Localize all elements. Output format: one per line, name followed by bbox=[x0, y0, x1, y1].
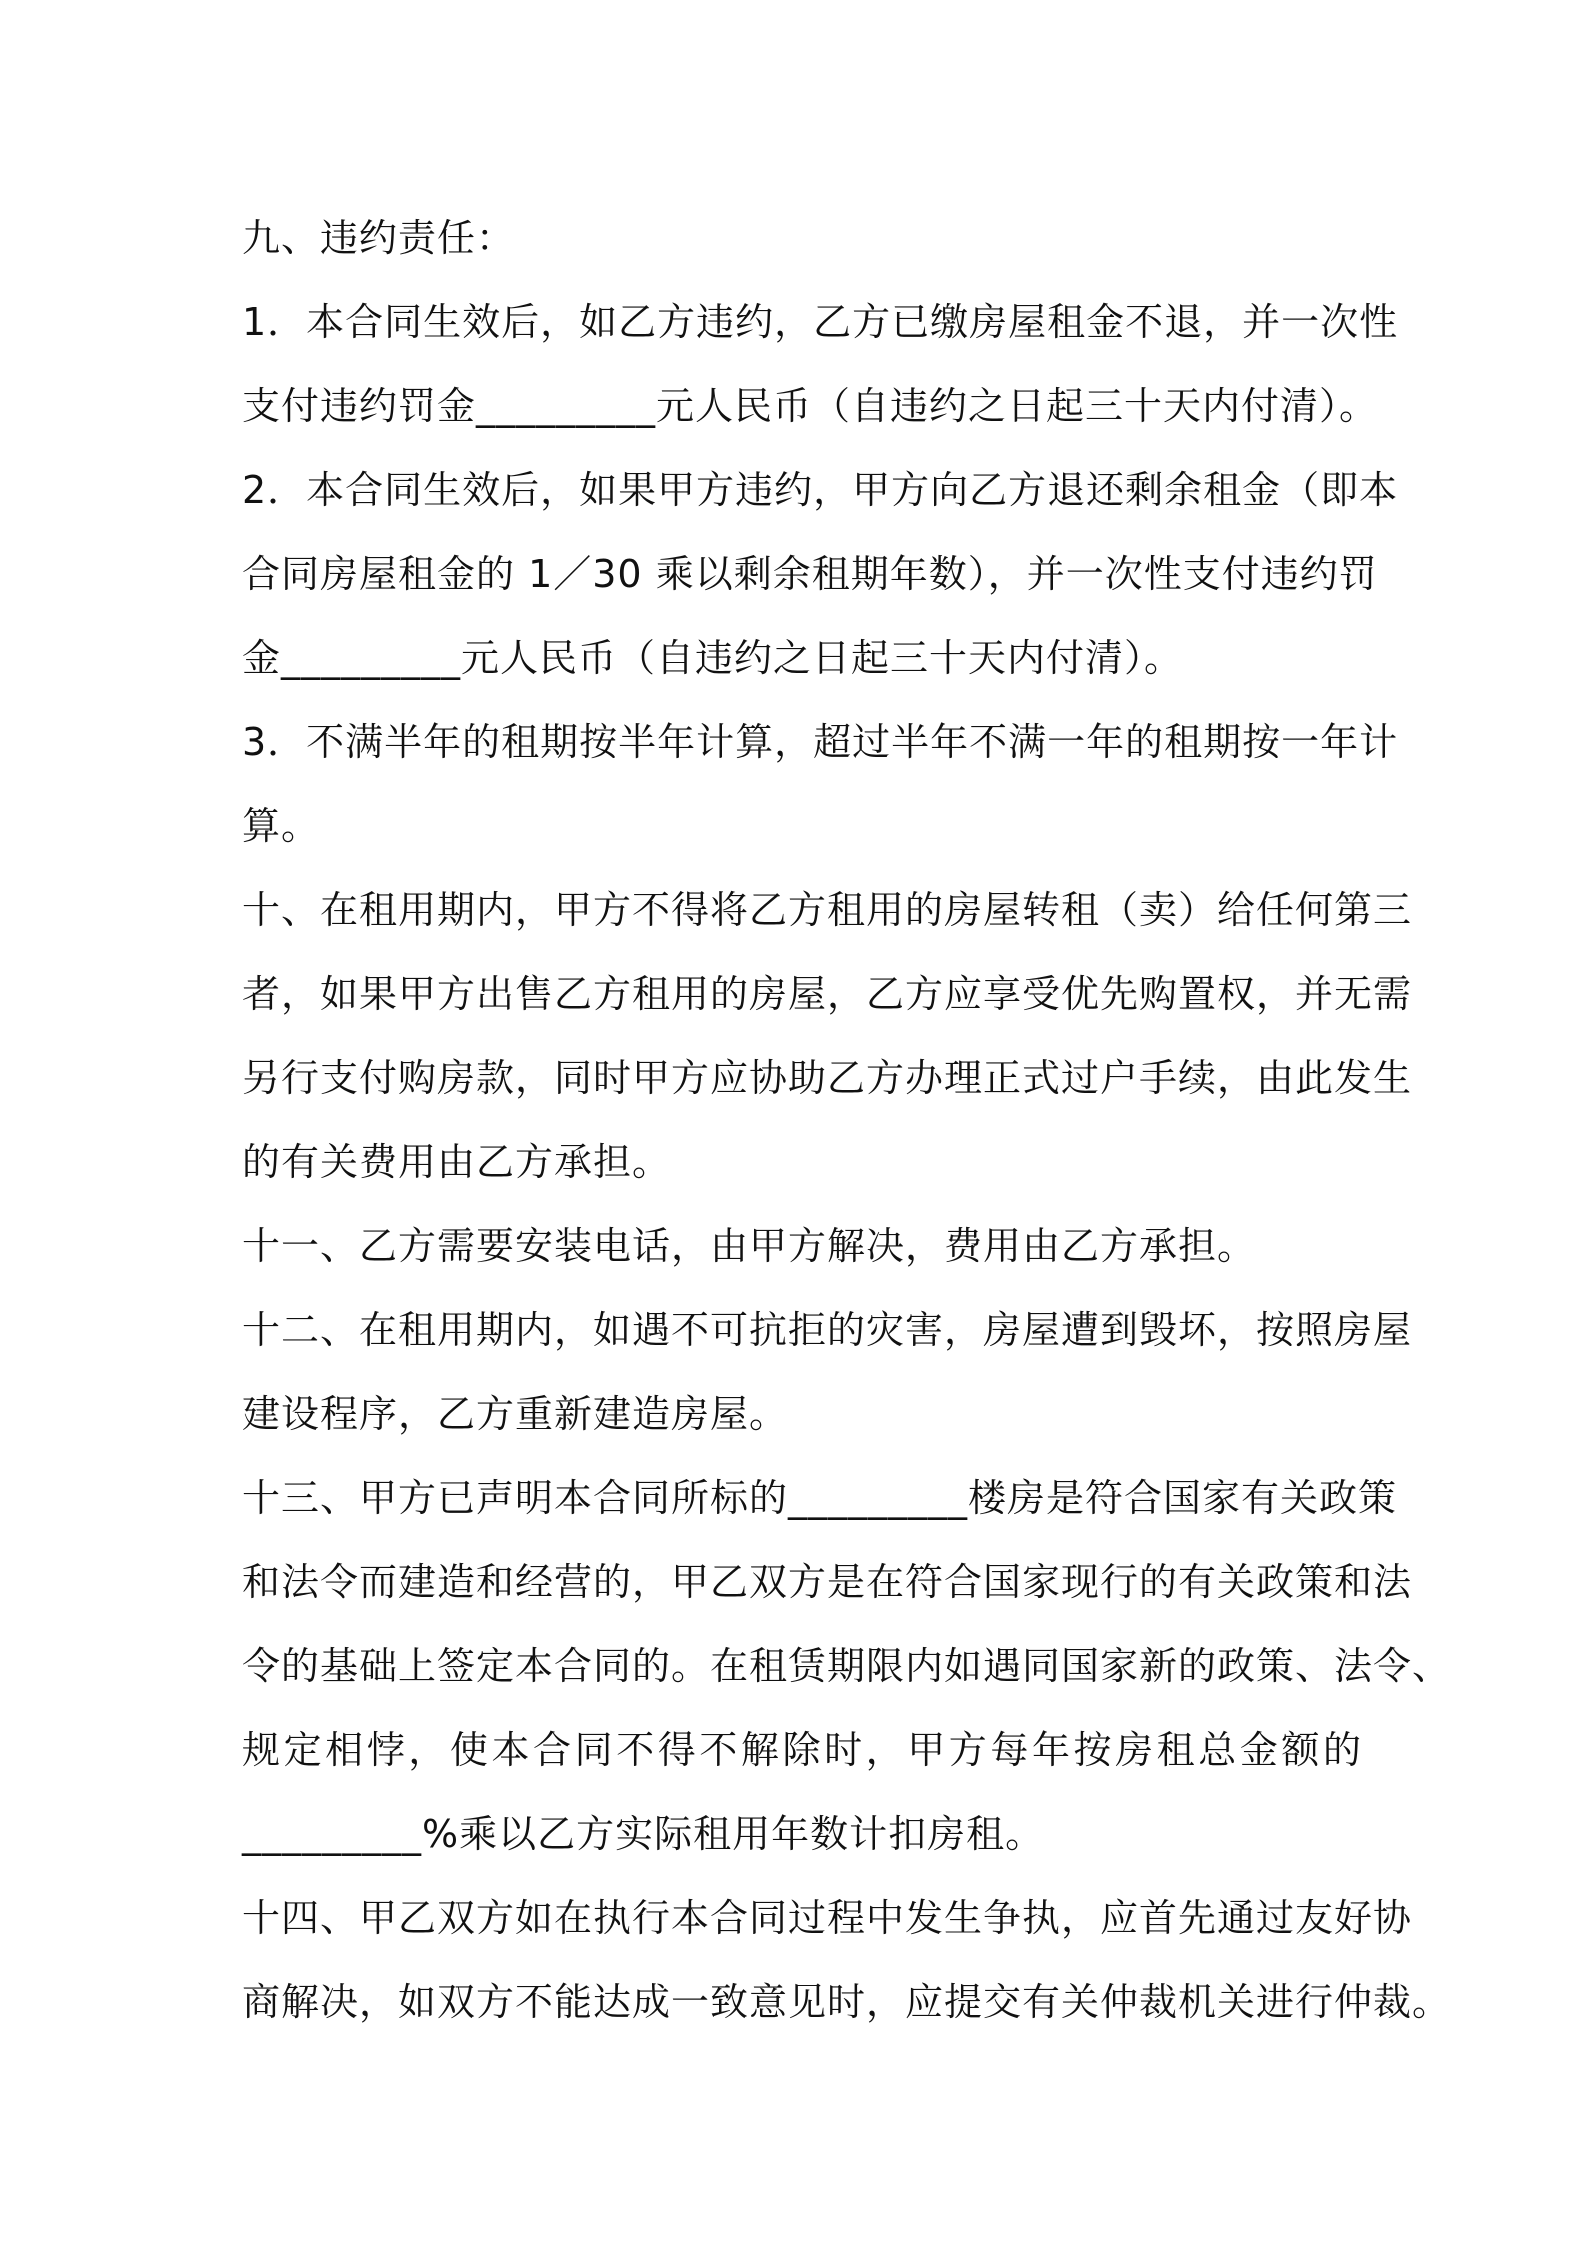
text-line: 1．本合同生效后，如乙方违约，乙方已缴房屋租金不退，并一次性 bbox=[242, 300, 1399, 344]
text-line: 十三、甲方已声明本合同所标的_________楼房是符合国家有关政策 bbox=[242, 1476, 1398, 1520]
text-line: 十二、在租用期内，如遇不可抗拒的灾害，房屋遭到毁坏，按照房屋 bbox=[242, 1308, 1413, 1352]
text-line: 规定相悖，使本合同不得不解除时，甲方每年按房租总金额的 bbox=[242, 1728, 1362, 1772]
text-line: 和法令而建造和经营的，甲乙双方是在符合国家现行的有关政策和法 bbox=[242, 1560, 1413, 1604]
text-line: 合同房屋租金的 1／30 乘以剩余租期年数），并一次性支付违约罚 bbox=[242, 552, 1378, 596]
text-line: 算。 bbox=[242, 804, 321, 848]
text-line: 十、在租用期内，甲方不得将乙方租用的房屋转租（卖）给任何第三 bbox=[242, 888, 1413, 932]
text-line: 金_________元人民币（自违约之日起三十天内付清）。 bbox=[242, 636, 1184, 680]
text-line: 十四、甲乙双方如在执行本合同过程中发生争执，应首先通过友好协 bbox=[242, 1896, 1413, 1940]
text-line: 建设程序，乙方重新建造房屋。 bbox=[242, 1392, 789, 1436]
text-line: _________%乘以乙方实际租用年数计扣房租。 bbox=[242, 1812, 1045, 1856]
text-line: 支付违约罚金_________元人民币（自违约之日起三十天内付清）。 bbox=[242, 384, 1379, 428]
text-line: 另行支付购房款，同时甲方应协助乙方办理正式过户手续，由此发生 bbox=[242, 1056, 1413, 1100]
text-line: 2．本合同生效后，如果甲方违约，甲方向乙方退还剩余租金（即本 bbox=[242, 468, 1399, 512]
text-line: 十一、乙方需要安装电话，由甲方解决，费用由乙方承担。 bbox=[242, 1224, 1257, 1268]
text-line: 的有关费用由乙方承担。 bbox=[242, 1140, 672, 1184]
contract-page bbox=[242, 196, 1452, 2044]
text-line: 3．不满半年的租期按半年计算，超过半年不满一年的租期按一年计 bbox=[242, 720, 1399, 764]
text-line: 商解决，如双方不能达成一致意见时，应提交有关仲裁机关进行仲裁。 bbox=[242, 1980, 1452, 2024]
text-line: 者，如果甲方出售乙方租用的房屋，乙方应享受优先购置权，并无需 bbox=[242, 972, 1413, 1016]
text-line: 令的基础上签定本合同的。在租赁期限内如遇同国家新的政策、法令、 bbox=[242, 1644, 1452, 1688]
section-heading: 九、违约责任： bbox=[242, 216, 516, 260]
